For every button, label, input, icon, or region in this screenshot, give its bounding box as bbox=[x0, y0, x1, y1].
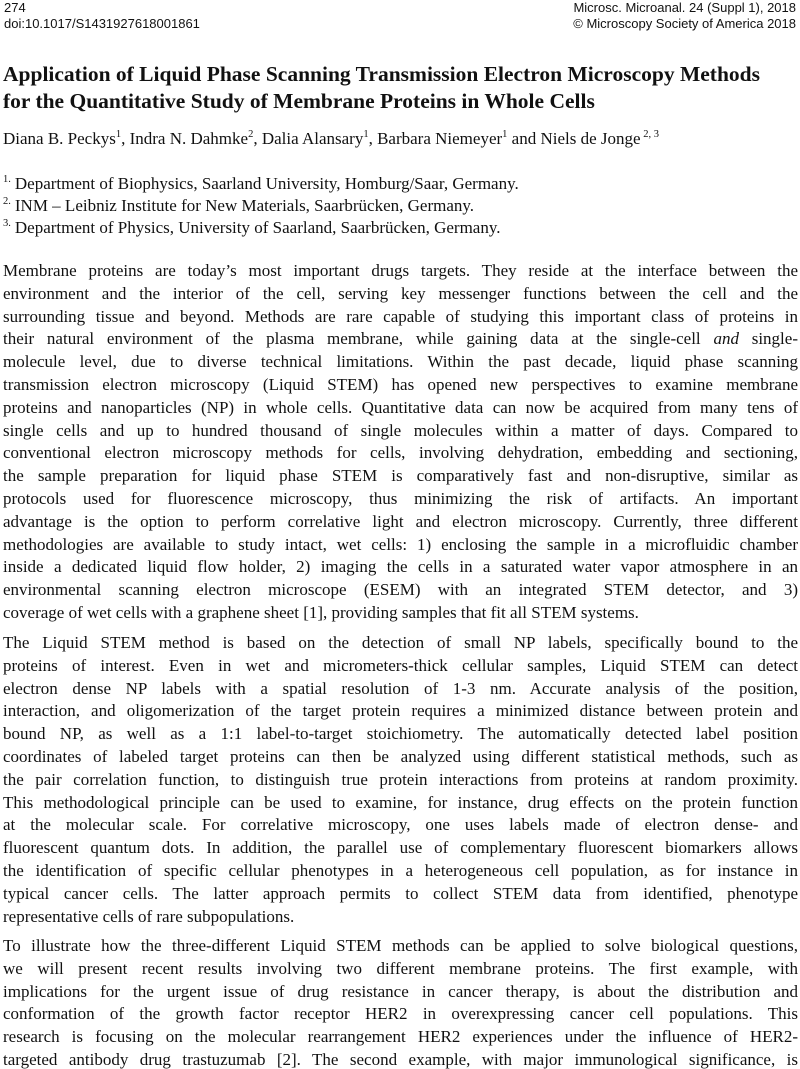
text-line: coordinates of labeled target proteins can then be analyzed using different statistical methods, such as bbox=[3, 746, 798, 766]
text-line: molecule level, due to diverse technical limitations. Within the past decade, liquid phase scanning bbox=[3, 352, 798, 372]
affiliation-text: Department of Physics, University of Saarland, Saarbrücken, Germany. bbox=[14, 218, 501, 237]
author-name: Barbara Niemeyer bbox=[377, 129, 503, 148]
author-separator: , bbox=[121, 129, 130, 148]
author-affil-ref: 2 bbox=[248, 129, 254, 140]
affiliation-number: 3. bbox=[3, 218, 11, 229]
text-line: To illustrate how the three-different Liquid STEM methods can be applied to solve biological questions, bbox=[3, 936, 798, 955]
text-line: interaction, and oligomerization of the target protein requires a minimized distance between protein and bbox=[3, 701, 798, 721]
text-line: advantage is the option to perform correlative light and electron microscopy. Currently, three different bbox=[3, 511, 798, 531]
text-line: Membrane proteins are today’s most important drugs targets. They reside at the interface between the bbox=[3, 261, 798, 280]
text-line: environmental scanning electron microscope (ESEM) with an integrated STEM detector, and 3) bbox=[3, 580, 798, 600]
text-segment: single- bbox=[738, 329, 798, 349]
emphasis: and bbox=[713, 329, 739, 349]
body-paragraph-3 bbox=[3, 935, 798, 1069]
text-line bbox=[3, 328, 798, 351]
text-line: single cells and up to hundred thousand of single molecules within a matter of days. Compared to bbox=[3, 420, 798, 440]
text-line: This methodological principle can be used to examine, for instance, drug effects on the protein function bbox=[3, 792, 798, 812]
page-number: 274 bbox=[4, 0, 26, 15]
affiliation bbox=[3, 173, 519, 195]
author-affil-ref: 1 bbox=[502, 129, 508, 140]
text-line: environment and the interior of the cell, serving key messenger functions between the cell and the bbox=[3, 283, 798, 303]
text-line: transmission electron microscopy (Liquid STEM) has opened new perspectives to examine membrane bbox=[3, 374, 798, 394]
copyright: © Microscopy Society of America 2018 bbox=[573, 16, 796, 31]
text-line: fluorescent quantum dots. In addition, the parallel use of complementary fluorescent biomarkers allows bbox=[3, 838, 798, 858]
author-separator: , bbox=[253, 129, 262, 148]
author-name: Dalia Alansary bbox=[261, 129, 364, 148]
text-line: inside a dedicated liquid flow holder, 2) imaging the cells in a saturated water vapor atmosphere in an bbox=[3, 557, 798, 577]
text-line: research is focusing on the molecular rearrangement HER2 experiences under the influence of HER2- bbox=[3, 1027, 798, 1047]
author-name: Niels de Jonge bbox=[540, 129, 641, 148]
text-line: the pair correlation function, to distinguish true protein interactions from proteins at random proximity. bbox=[3, 769, 798, 789]
author-name: Diana B. Peckys bbox=[3, 129, 116, 148]
author-affil-ref: 2, 3 bbox=[640, 129, 659, 140]
text-line: conformation of the growth factor receptor HER2 in overexpressing cancer cell populations. This bbox=[3, 1004, 798, 1024]
text-line: bound NP, as well as a 1:1 label-to-target stoichiometry. The automatically detected label position bbox=[3, 724, 798, 744]
paper-title bbox=[3, 61, 798, 115]
title-line-2: for the Quantitative Study of Membrane Proteins in Whole Cells bbox=[3, 89, 595, 113]
text-line: The Liquid STEM method is based on the detection of small NP labels, specifically bound to the bbox=[3, 633, 798, 652]
text-segment: their natural environment of the plasma membrane, while gaining data at the single-cell bbox=[3, 329, 714, 349]
affiliation-text: Department of Biophysics, Saarland University, Homburg/Saar, Germany. bbox=[14, 174, 519, 193]
text-line: representative cells of rare subpopulations. bbox=[3, 906, 295, 926]
author-name: Indra N. Dahmke bbox=[129, 129, 249, 148]
text-line: proteins of interest. Even in wet and micrometers-thick cellular samples, Liquid STEM can detect bbox=[3, 655, 798, 675]
author-affil-ref: 1 bbox=[115, 129, 122, 140]
text-line: proteins and nanoparticles (NP) in whole cells. Quantitative data can now be acquired from many tens of bbox=[3, 397, 798, 417]
affiliation-text: INM – Leibniz Institute for New Materials, Saarbrücken, Germany. bbox=[14, 196, 475, 215]
author-list bbox=[3, 129, 659, 149]
title-line-1: Application of Liquid Phase Scanning Transmission Electron Microscopy Methods bbox=[3, 62, 760, 86]
doi: doi:10.1017/S1431927618001861 bbox=[4, 16, 200, 31]
text-line: the identification of specific cellular phenotypes in a heterogeneous cell population, as for instance in bbox=[3, 860, 798, 880]
text-line: the sample preparation for liquid phase STEM is comparatively fast and non-disruptive, similar as bbox=[3, 466, 798, 486]
affiliation-number: 2. bbox=[3, 196, 11, 207]
text-line: at the molecular scale. For correlative microscopy, one uses labels made of electron dense- and bbox=[3, 815, 798, 835]
body-paragraph-1 bbox=[3, 260, 798, 625]
text-line: implications for the urgent issue of drug resistance in cancer therapy, is about the distribution and bbox=[3, 981, 798, 1001]
text-line: targeted antibody drug trastuzumab [2]. The second example, with major immunological significance, is bbox=[3, 1049, 798, 1069]
text-line: typical cancer cells. The latter approach permits to collect STEM data from identified, phenotype bbox=[3, 883, 798, 903]
affiliation-number: 1. bbox=[3, 174, 11, 185]
text-line: protocols used for fluorescence microscopy, thus minimizing the risk of artifacts. An important bbox=[3, 488, 798, 508]
journal-citation: Microsc. Microanal. 24 (Suppl 1), 2018 bbox=[573, 0, 796, 15]
affiliation bbox=[3, 217, 519, 239]
body-paragraph-2 bbox=[3, 632, 798, 928]
text-line: surrounding tissue and beyond. Methods are rare capable of studying this important class of proteins in bbox=[3, 306, 798, 326]
author-affil-ref: 1 bbox=[363, 129, 369, 140]
author-separator: and bbox=[507, 129, 541, 148]
text-line: electron dense NP labels with a spatial resolution of 1-3 nm. Accurate analysis of the position, bbox=[3, 678, 798, 698]
affiliation-list bbox=[3, 173, 519, 239]
affiliation bbox=[3, 195, 519, 217]
text-line: coverage of wet cells with a graphene sheet [1], providing samples that fit all STEM systems. bbox=[3, 602, 639, 622]
text-line: we will present recent results involving two different membrane proteins. The first example, with bbox=[3, 958, 798, 978]
text-line: methodologies are available to study intact, wet cells: 1) enclosing the sample in a microfluidic chamber bbox=[3, 534, 798, 554]
text-line: conventional electron microscopy methods for cells, involving dehydration, embedding and sectioning, bbox=[3, 443, 798, 463]
author-separator: , bbox=[368, 129, 378, 148]
